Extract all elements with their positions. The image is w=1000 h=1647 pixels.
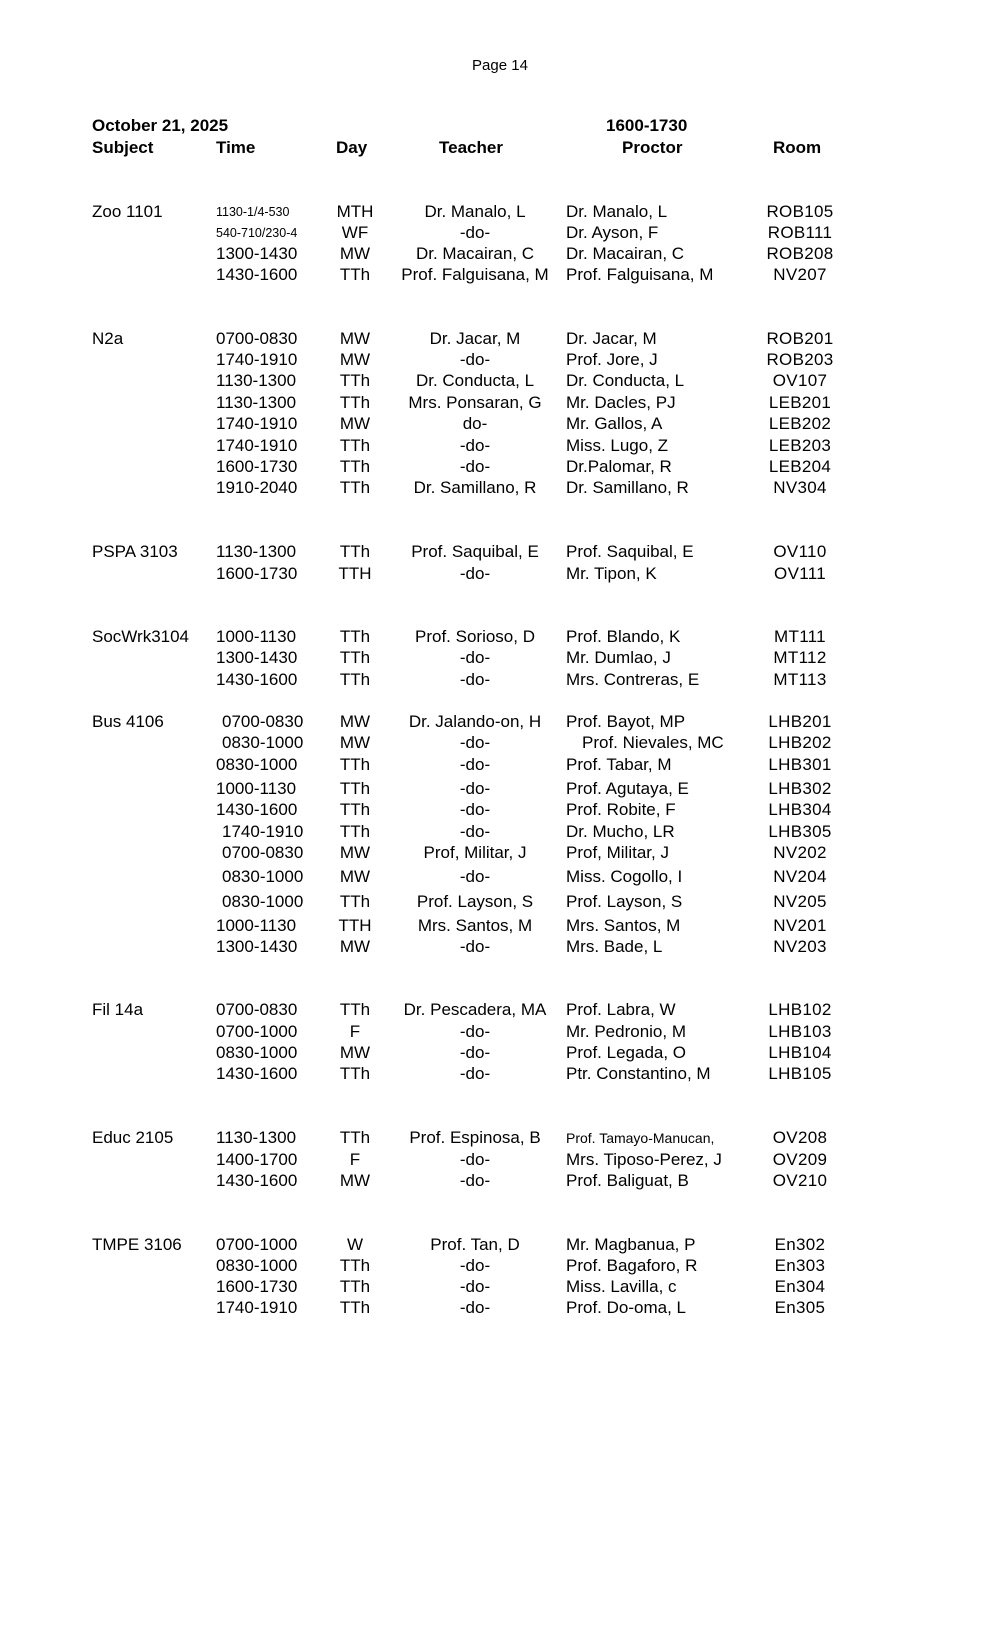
cell-day: TTh (339, 1128, 371, 1147)
cell-room: OV210 (772, 1171, 828, 1190)
cell-proctor: Prof. Tabar, M (566, 755, 672, 774)
cell-time: 1600-1730 (216, 1277, 298, 1296)
cell-proctor: Dr. Conducta, L (566, 371, 685, 390)
cell-room: OV111 (774, 564, 826, 583)
time-slot: 1600-1730 (606, 116, 688, 135)
cell-room: NV304 (773, 478, 827, 497)
cell-room: MT113 (773, 670, 827, 689)
cell-proctor: Mr. Tipon, K (566, 564, 657, 583)
cell-teacher: Dr. Jacar, M (429, 329, 521, 348)
cell-proctor: Prof. Blando, K (566, 627, 681, 646)
cell-time: 1600-1730 (216, 564, 298, 583)
cell-room: NV205 (773, 892, 827, 911)
cell-proctor: Dr. Ayson, F (566, 223, 659, 242)
cell-proctor: Prof. Agutaya, E (566, 779, 689, 798)
cell-time: 1300-1430 (216, 648, 298, 667)
cell-day: TTh (339, 755, 371, 774)
cell-time: 0830-1000 (216, 1043, 298, 1062)
cell-day: TTh (339, 1298, 371, 1317)
cell-teacher: Mrs. Ponsaran, G (408, 393, 542, 412)
cell-room: En304 (774, 1277, 826, 1296)
cell-time: 1600-1730 (216, 457, 298, 476)
cell-day: TTH (338, 564, 372, 583)
cell-day: W (346, 1235, 364, 1254)
cell-time: 0830-1000 (222, 733, 304, 752)
cell-room: LHB201 (768, 712, 832, 731)
cell-teacher: -do- (459, 1150, 491, 1169)
cell-room: ROB201 (766, 329, 834, 348)
cell-proctor: Dr. Samillano, R (566, 478, 689, 497)
cell-proctor: Dr. Manalo, L (566, 202, 668, 221)
cell-teacher: Prof. Espinosa, B (409, 1128, 541, 1147)
cell-day: TTh (339, 265, 371, 284)
cell-proctor: Miss. Lugo, Z (566, 436, 669, 455)
cell-room: LEB202 (768, 414, 832, 433)
column-header-room: Room (773, 138, 822, 157)
cell-day: TTh (339, 648, 371, 667)
cell-room: ROB208 (766, 244, 834, 263)
cell-teacher: -do- (459, 822, 491, 841)
cell-proctor: Dr. Jacar, M (566, 329, 657, 348)
cell-teacher: Prof. Falguisana, M (401, 265, 549, 284)
cell-teacher: Mrs. Santos, M (417, 916, 533, 935)
cell-teacher: -do- (459, 1277, 491, 1296)
cell-room: MT111 (774, 627, 826, 646)
cell-day: TTh (339, 393, 371, 412)
cell-day: TTh (339, 478, 371, 497)
cell-room: NV203 (773, 937, 827, 956)
cell-subject: TMPE 3106 (92, 1235, 182, 1254)
cell-day: MW (339, 244, 371, 263)
cell-day: MW (339, 329, 371, 348)
cell-day: TTh (339, 457, 371, 476)
cell-day: TTh (339, 1256, 371, 1275)
cell-proctor: Prof. Saquibal, E (566, 542, 694, 561)
cell-day: F (349, 1150, 361, 1169)
cell-day: MTH (336, 202, 374, 221)
cell-room: OV107 (772, 371, 828, 390)
cell-time: 0830-1000 (216, 1256, 298, 1275)
cell-subject: PSPA 3103 (92, 542, 178, 561)
cell-proctor: Mr. Dumlao, J (566, 648, 671, 667)
cell-teacher: Prof. Layson, S (416, 892, 534, 911)
cell-time: 0830-1000 (222, 867, 304, 886)
cell-day: TTh (339, 670, 371, 689)
cell-teacher: -do- (459, 1022, 491, 1041)
cell-day: TTh (339, 436, 371, 455)
cell-room: ROB105 (766, 202, 834, 221)
cell-teacher: -do- (459, 1064, 491, 1083)
cell-day: TTh (339, 779, 371, 798)
cell-subject: Fil 14a (92, 1000, 144, 1019)
cell-proctor: Prof. Bayot, MP (566, 712, 686, 731)
cell-day: WF (341, 223, 369, 242)
cell-day: TTh (339, 1277, 371, 1296)
cell-proctor: Prof. Legada, O (566, 1043, 687, 1062)
cell-day: MW (339, 350, 371, 369)
cell-time: 1430-1600 (216, 670, 298, 689)
cell-teacher: Prof. Saquibal, E (411, 542, 539, 561)
cell-time: 0700-1000 (216, 1235, 298, 1254)
cell-time: 540-710/230-4 (216, 226, 298, 240)
cell-room: En303 (774, 1256, 826, 1275)
cell-teacher: -do- (459, 800, 491, 819)
cell-day: MW (339, 867, 371, 886)
cell-proctor: Mrs. Contreras, E (566, 670, 700, 689)
cell-day: MW (339, 1043, 371, 1062)
cell-teacher: -do- (459, 733, 491, 752)
cell-teacher: Prof, Militar, J (423, 843, 527, 862)
cell-room: ROB203 (766, 350, 834, 369)
cell-time: 1740-1910 (222, 822, 304, 841)
cell-time: 0830-1000 (222, 892, 304, 911)
cell-time: 0830-1000 (216, 755, 298, 774)
cell-teacher: Prof. Sorioso, D (415, 627, 535, 646)
cell-room: LHB104 (768, 1043, 832, 1062)
cell-day: MW (339, 1171, 371, 1190)
page-number: Page 14 (472, 57, 528, 74)
cell-time: 1000-1130 (216, 627, 297, 646)
cell-proctor: Mrs. Bade, L (566, 937, 663, 956)
cell-proctor: Miss. Lavilla, c (566, 1277, 677, 1296)
cell-proctor: Dr. Macairan, C (566, 244, 685, 263)
cell-time: 1000-1130 (216, 916, 297, 935)
cell-time: 1910-2040 (216, 478, 298, 497)
cell-time: 1130-1300 (216, 371, 297, 390)
cell-room: En305 (774, 1298, 826, 1317)
cell-proctor: Mrs. Tiposo-Perez, J (566, 1150, 722, 1169)
cell-time: 1130-1300 (216, 1128, 297, 1147)
exam-date: October 21, 2025 (92, 116, 229, 135)
cell-day: TTh (339, 371, 371, 390)
cell-room: NV201 (773, 916, 827, 935)
cell-proctor: Prof. Jore, J (566, 350, 658, 369)
cell-proctor: Prof. Tamayo-Manucan, (566, 1130, 715, 1146)
cell-time: 1130-1300 (216, 542, 297, 561)
cell-teacher: Dr. Jalando-on, H (408, 712, 542, 731)
cell-room: NV207 (773, 265, 827, 284)
cell-proctor: Prof, Militar, J (566, 843, 669, 862)
cell-day: TTh (339, 1064, 371, 1083)
cell-room: LHB305 (768, 822, 832, 841)
cell-room: OV208 (772, 1128, 828, 1147)
cell-proctor: Prof. Nievales, MC (582, 733, 724, 752)
cell-teacher: -do- (459, 436, 491, 455)
cell-time: 1000-1130 (216, 779, 297, 798)
cell-room: MT112 (773, 648, 827, 667)
cell-time: 1130-1/4-530 (216, 205, 290, 219)
column-header-proctor: Proctor (622, 138, 683, 157)
cell-room: En302 (774, 1235, 826, 1254)
cell-proctor: Prof. Baliguat, B (566, 1171, 689, 1190)
cell-room: OV209 (772, 1150, 828, 1169)
cell-subject: Zoo 1101 (92, 202, 163, 221)
cell-time: 0700-0830 (216, 1000, 298, 1019)
cell-time: 1740-1910 (216, 1298, 298, 1317)
cell-time: 0700-0830 (222, 712, 304, 731)
cell-teacher: -do- (459, 779, 491, 798)
cell-subject: Bus 4106 (92, 712, 164, 731)
cell-teacher: -do- (459, 457, 491, 476)
cell-time: 1740-1910 (216, 350, 298, 369)
cell-time: 1430-1600 (216, 265, 298, 284)
cell-subject: Educ 2105 (92, 1128, 174, 1147)
cell-time: 1430-1600 (216, 800, 298, 819)
cell-teacher: -do- (459, 648, 491, 667)
cell-proctor: Mr. Pedronio, M (566, 1022, 686, 1041)
cell-proctor: Mrs. Santos, M (566, 916, 681, 935)
cell-time: 1300-1430 (216, 937, 298, 956)
column-header-day: Day (336, 138, 368, 157)
cell-time: 1740-1910 (216, 414, 298, 433)
cell-time: 0700-0830 (216, 329, 298, 348)
cell-room: LHB105 (768, 1064, 832, 1083)
cell-proctor: Prof. Labra, W (566, 1000, 676, 1019)
cell-room: LHB304 (768, 800, 832, 819)
cell-day: TTh (339, 627, 371, 646)
cell-time: 1300-1430 (216, 244, 298, 263)
cell-room: LHB202 (768, 733, 832, 752)
cell-teacher: -do- (459, 350, 491, 369)
cell-teacher: -do- (459, 937, 491, 956)
cell-proctor: Prof. Layson, S (566, 892, 683, 911)
cell-teacher: -do- (459, 867, 491, 886)
cell-teacher: -do- (459, 755, 491, 774)
cell-teacher: Dr. Manalo, L (424, 202, 526, 221)
column-header-subject: Subject (92, 138, 154, 157)
cell-room: LEB201 (768, 393, 832, 412)
cell-teacher: Dr. Pescadera, MA (403, 1000, 547, 1019)
cell-room: NV202 (773, 843, 827, 862)
cell-teacher: Dr. Conducta, L (415, 371, 535, 390)
cell-proctor: Prof. Falguisana, M (566, 265, 714, 284)
cell-time: 1130-1300 (216, 393, 297, 412)
column-header-teacher: Teacher (439, 138, 503, 157)
cell-time: 0700-0830 (222, 843, 304, 862)
cell-day: MW (339, 414, 371, 433)
cell-teacher: -do- (459, 1171, 491, 1190)
cell-teacher: -do- (459, 223, 491, 242)
cell-room: LHB301 (768, 755, 832, 774)
cell-proctor: Miss. Cogollo, I (566, 867, 683, 886)
cell-proctor: Prof. Bagaforo, R (566, 1256, 698, 1275)
cell-day: MW (339, 733, 371, 752)
cell-time: 1430-1600 (216, 1064, 298, 1083)
cell-room: LHB302 (768, 779, 832, 798)
cell-day: TTh (339, 892, 371, 911)
cell-teacher: do- (462, 414, 488, 433)
cell-day: TTh (339, 1000, 371, 1019)
cell-room: OV110 (773, 542, 827, 561)
column-header-time: Time (216, 138, 256, 157)
cell-teacher: -do- (459, 670, 491, 689)
cell-subject: SocWrk3104 (92, 627, 190, 646)
cell-proctor: Dr.Palomar, R (566, 457, 672, 476)
cell-teacher: -do- (459, 1043, 491, 1062)
cell-room: LHB103 (768, 1022, 832, 1041)
cell-room: NV204 (773, 867, 827, 886)
cell-teacher: Dr. Macairan, C (415, 244, 535, 263)
cell-day: TTH (338, 916, 372, 935)
cell-subject: N2a (92, 329, 124, 348)
cell-time: 1740-1910 (216, 436, 298, 455)
cell-proctor: Dr. Mucho, LR (566, 822, 675, 841)
cell-day: MW (339, 937, 371, 956)
cell-proctor: Prof. Do-oma, L (566, 1298, 686, 1317)
cell-proctor: Mr. Dacles, PJ (566, 393, 676, 412)
cell-proctor: Ptr. Constantino, M (566, 1064, 711, 1083)
cell-day: TTh (339, 822, 371, 841)
cell-time: 0700-1000 (216, 1022, 298, 1041)
cell-time: 1400-1700 (216, 1150, 298, 1169)
cell-day: F (349, 1022, 361, 1041)
cell-teacher: -do- (459, 1256, 491, 1275)
cell-day: TTh (339, 542, 371, 561)
cell-teacher: -do- (459, 1298, 491, 1317)
cell-time: 1430-1600 (216, 1171, 298, 1190)
cell-teacher: Dr. Samillano, R (413, 478, 537, 497)
cell-room: LEB204 (768, 457, 832, 476)
cell-teacher: -do- (459, 564, 491, 583)
cell-day: MW (339, 712, 371, 731)
cell-day: MW (339, 843, 371, 862)
cell-proctor: Prof. Robite, F (566, 800, 676, 819)
cell-room: LEB203 (768, 436, 832, 455)
cell-proctor: Mr. Magbanua, P (566, 1235, 696, 1254)
cell-teacher: Prof. Tan, D (430, 1235, 520, 1254)
cell-room: ROB111 (767, 223, 833, 242)
cell-proctor: Mr. Gallos, A (566, 414, 663, 433)
cell-day: TTh (339, 800, 371, 819)
cell-room: LHB102 (768, 1000, 832, 1019)
